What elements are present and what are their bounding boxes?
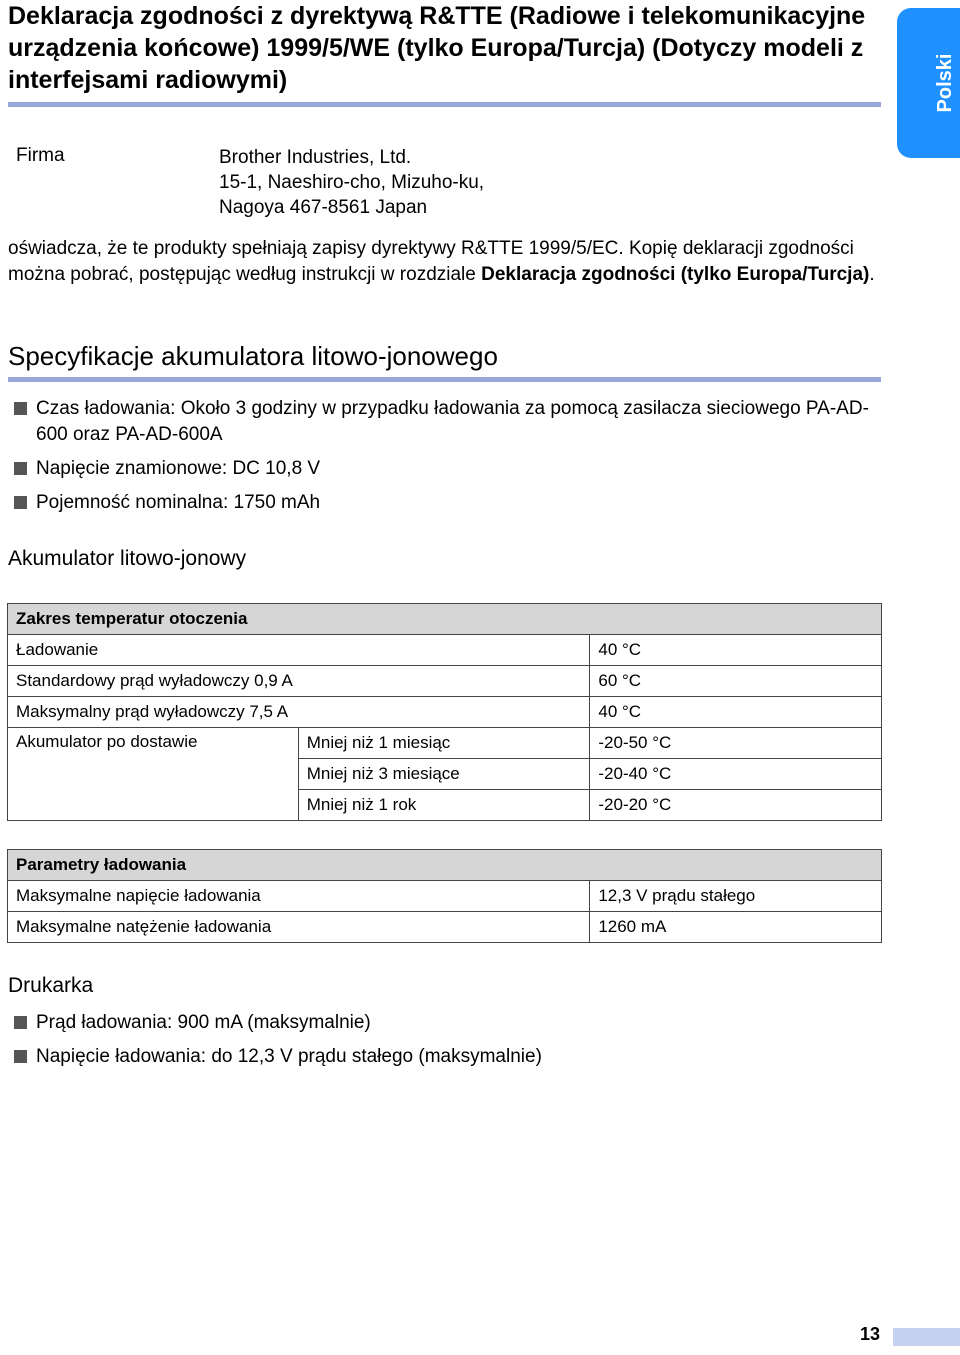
firma-address-line: 15-1, Naeshiro-cho, Mizuho-ku, — [219, 172, 485, 193]
table-cell: -20-20 °C — [590, 790, 882, 821]
table-cell: 1260 mA — [590, 912, 882, 943]
table-cell: Standardowy prąd wyładowczy 0,9 A — [8, 666, 590, 697]
language-tab[interactable] — [897, 8, 960, 158]
table-cell: Akumulator po dostawie — [8, 728, 299, 821]
firma-label: Firma — [16, 145, 65, 166]
table-header: Zakres temperatur otoczenia — [8, 604, 882, 635]
table-cell: -20-50 °C — [590, 728, 882, 759]
square-bullet-icon — [14, 402, 27, 415]
firma-address-line: Nagoya 467-8561 Japan — [219, 197, 428, 218]
table-cell: Mniej niż 3 miesiące — [298, 759, 590, 790]
table-row — [8, 666, 882, 697]
table-header: Parametry ładowania — [8, 850, 882, 881]
square-bullet-icon — [14, 496, 27, 509]
page-number: 13 — [860, 1324, 881, 1344]
printer-list — [14, 1010, 894, 1078]
declaration-text: oświadcza, że te produkty spełniają zapisy dyrektywy R&TTE 1999/5/EC. Kopię deklaracji zgodności można pobrać, postępując według instrukcji w rozdziale — [8, 238, 854, 285]
table-cell: Mniej niż 1 miesiąc — [298, 728, 590, 759]
table-cell: -20-40 °C — [590, 759, 882, 790]
firma-address — [219, 145, 484, 220]
li-ion-heading: Akumulator litowo-jonowy — [8, 547, 247, 570]
list-item-text: Pojemność nominalna: 1750 mAh — [36, 492, 321, 513]
table-cell: 40 °C — [590, 635, 882, 666]
list-item-text: Napięcie znamionowe: DC 10,8 V — [36, 458, 321, 479]
declaration-paragraph — [8, 236, 893, 288]
list-item-text: Napięcie ładowania: do 12,3 V prądu stałego (maksymalnie) — [36, 1046, 542, 1067]
table-cell: Mniej niż 1 rok — [298, 790, 590, 821]
table-cell: Maksymalne natężenie ładowania — [8, 912, 590, 943]
list-item — [14, 456, 894, 482]
square-bullet-icon — [14, 1050, 27, 1063]
table-row — [8, 635, 882, 666]
table-header-row — [8, 850, 882, 881]
list-item — [14, 490, 894, 516]
table-cell: 40 °C — [590, 697, 882, 728]
battery-spec-list — [14, 396, 894, 524]
declaration-reference: Deklaracja zgodności (tylko Europa/Turcja) — [481, 264, 870, 285]
table-cell: Maksymalny prąd wyładowczy 7,5 A — [8, 697, 590, 728]
printer-heading: Drukarka — [8, 974, 94, 997]
page-title: Deklaracja zgodności z dyrektywą R&TTE (Radiowe i telekomunikacyjne urządzenia końcowe) 1999/5/WE (tylko Europa/Turcja) (Dotyczy modeli z interfejsami radiowymi) — [8, 2, 866, 94]
list-item-text: Prąd ładowania: 900 mA (maksymalnie) — [36, 1012, 371, 1033]
charging-table — [7, 849, 882, 943]
table-cell: 60 °C — [590, 666, 882, 697]
table-row — [8, 881, 882, 912]
table-cell: Maksymalne napięcie ładowania — [8, 881, 590, 912]
battery-spec-heading: Specyfikacje akumulatora litowo-jonowego — [8, 341, 498, 371]
table-cell: 12,3 V prądu stałego — [590, 881, 882, 912]
table-row — [8, 728, 882, 759]
table-cell: Ładowanie — [8, 635, 590, 666]
declaration-end: . — [869, 264, 875, 285]
square-bullet-icon — [14, 1016, 27, 1029]
temperature-table — [7, 603, 882, 821]
list-item-text: Czas ładowania: Około 3 godziny w przypadku ładowania za pomocą zasilacza sieciowego PA-AD-600 oraz PA-AD-600A — [36, 398, 869, 445]
firma-address-line: Brother Industries, Ltd. — [219, 147, 412, 168]
list-item — [14, 1010, 894, 1036]
list-item — [14, 1044, 894, 1070]
language-tab-label: Polski — [934, 53, 956, 113]
table-row — [8, 912, 882, 943]
page-number-bar — [893, 1328, 960, 1346]
square-bullet-icon — [14, 462, 27, 475]
table-row — [8, 697, 882, 728]
table-header-row — [8, 604, 882, 635]
section-underline — [8, 377, 881, 382]
title-underline — [8, 102, 881, 107]
list-item — [14, 396, 894, 448]
